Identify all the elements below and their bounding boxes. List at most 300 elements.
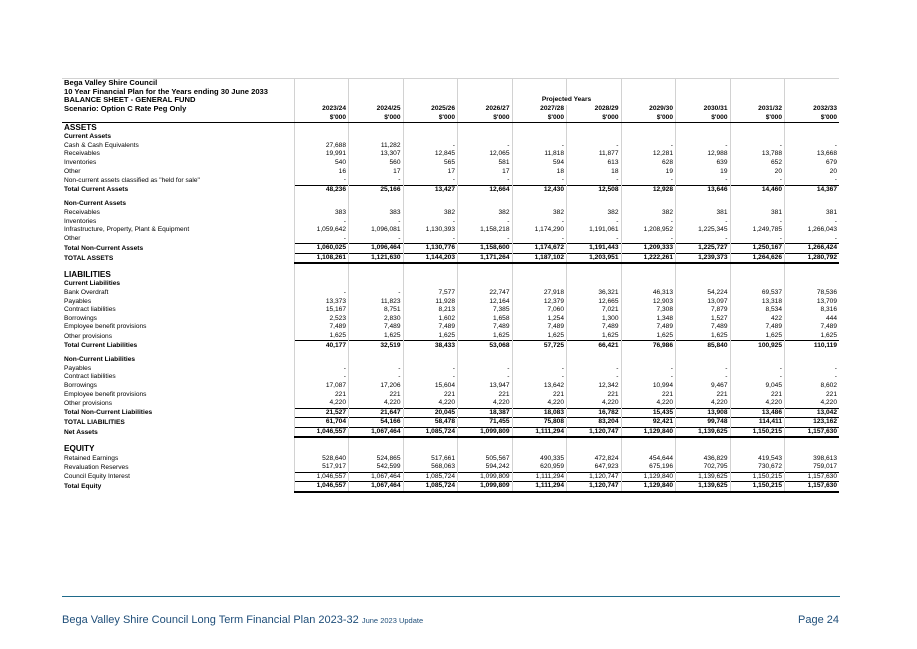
value-cell: - [512,235,567,244]
value-cell [349,444,404,454]
value-cell: 7,489 [820,323,837,331]
value-cell: 1,067,464 [349,482,404,492]
value-cell: 11,877 [567,150,622,159]
value-cell: 7,577 [403,289,458,298]
value-cell: - [294,373,349,382]
value-cell: 14,367 [785,185,840,194]
value-cell: - [512,176,567,185]
value-cell: 19,991 [294,150,349,159]
units-header: $'000 [730,113,785,122]
value-cell [349,122,404,133]
year-header: 2025/26 [403,105,458,114]
value-cell: 2,523 [294,315,349,324]
value-cell [567,270,622,280]
value-cell [512,270,567,280]
row-label: Total Current Assets [62,185,294,194]
row-label: Borrowings [62,315,294,324]
value-cell: - [621,373,676,382]
row-label: EQUITY [62,444,294,454]
year-header: 2031/32 [730,105,785,114]
year-header: 2027/28 [512,105,567,114]
value-cell: 4,220 [512,399,567,408]
value-cell: 730,672 [730,463,785,472]
subtotal-row [62,185,839,194]
row-label: Net Assets [62,427,294,437]
value-cell: - [458,373,513,382]
value-cell: 11,823 [349,297,404,306]
value-cell: 46,313 [621,289,676,298]
value-cell [730,200,785,209]
value-cell: 1,121,630 [349,253,404,263]
value-cell: 1,249,785 [730,226,785,235]
value-cell: 13,646 [676,185,731,194]
value-cell [294,122,349,133]
plan-title: 10 Year Financial Plan for the Years ending 30 June 2033 [62,88,294,97]
row-label: Total Non-Current Liabilities [62,408,294,418]
value-cell: 759,017 [813,463,837,471]
value-cell: 1,266,043 [807,226,837,234]
value-cell [621,444,676,454]
grand-total-row [62,427,839,437]
value-cell [458,270,513,280]
value-cell: 1,157,630 [785,427,840,437]
value-cell: 1,625 [403,332,458,341]
value-cell [458,200,513,209]
value-cell: 454,644 [621,454,676,463]
value-cell: 12,988 [676,150,731,159]
value-cell: 1,096,081 [349,226,404,235]
value-cell [785,122,840,133]
value-cell: 18 [567,167,622,176]
value-cell: 38,433 [403,341,458,350]
value-cell: 472,824 [567,454,622,463]
value-cell [730,356,785,365]
value-cell: 13,668 [816,150,837,158]
table-row [62,454,839,463]
table-row [62,235,839,244]
value-cell: 99,748 [676,418,731,428]
row-label: Council Equity Interest [62,472,294,482]
value-cell: 12,379 [512,297,567,306]
units-header: $'000 [349,113,404,122]
value-cell: - [512,142,567,151]
value-cell: 54,166 [349,418,404,428]
value-cell: 221 [567,390,622,399]
value-cell: - [621,217,676,226]
sheet-title: BALANCE SHEET - GENERAL FUND [62,96,294,105]
value-cell [621,200,676,209]
value-cell: - [834,234,837,242]
value-cell: 1,602 [403,315,458,324]
row-label: Other provisions [62,399,294,408]
row-label: LIABILITIES [62,270,294,280]
subsection-heading-row [62,280,839,289]
value-cell: 675,196 [621,463,676,472]
value-cell: 48,236 [294,185,349,194]
value-cell: 639 [676,159,731,168]
value-cell: 9,045 [730,382,785,391]
value-cell: 17,087 [294,382,349,391]
value-cell [621,356,676,365]
value-cell: 382 [621,209,676,218]
value-cell: 1,085,724 [403,427,458,437]
value-cell: 7,489 [567,323,622,332]
value-cell: 15,604 [403,382,458,391]
value-cell [512,122,567,133]
value-cell: 594 [512,159,567,168]
value-cell: 1,250,167 [730,244,785,254]
value-cell: 32,519 [349,341,404,350]
year-header: 2029/30 [621,105,676,114]
value-cell: 12,508 [567,185,622,194]
value-cell: 1,348 [621,315,676,324]
value-cell: 17 [349,167,404,176]
subtotal-row [62,244,839,254]
table-row [62,297,839,306]
value-cell [294,444,349,454]
value-cell: 92,421 [621,418,676,428]
value-cell: 1,120,747 [567,427,622,437]
value-cell: - [676,373,731,382]
value-cell [567,122,622,133]
value-cell: 1,129,840 [621,472,676,482]
value-cell: 1,208,952 [621,226,676,235]
value-cell: - [567,217,622,226]
value-cell [785,356,840,365]
value-cell: 7,489 [512,323,567,332]
value-cell: 8,213 [403,306,458,315]
value-cell [349,270,404,280]
row-label: Receivables [62,150,294,159]
value-cell [730,122,785,133]
value-cell: 1,157,630 [785,482,840,492]
value-cell: - [730,142,785,151]
value-cell: - [567,365,622,374]
value-cell: 9,467 [676,382,731,391]
value-cell [512,444,567,454]
value-cell: - [349,365,404,374]
value-cell: 13,788 [730,150,785,159]
row-label: Employee benefit provisions [62,390,294,399]
value-cell: 71,455 [458,418,513,428]
value-cell: 1,130,776 [403,244,458,254]
value-cell: 13,373 [294,297,349,306]
value-cell: - [294,217,349,226]
subtotal-row [62,418,839,428]
value-cell: 4,220 [621,399,676,408]
value-cell: - [676,365,731,374]
subtotal-row [62,472,839,482]
value-cell: 7,385 [458,306,513,315]
value-cell: 57,725 [512,341,567,350]
value-cell: 436,829 [676,454,731,463]
value-cell: - [349,176,404,185]
value-cell: 1,099,809 [458,482,513,492]
value-cell: 1,264,626 [730,253,785,263]
value-cell: 12,903 [621,297,676,306]
row-label: Receivables [62,209,294,218]
value-cell: 1,625 [820,332,837,340]
balance-sheet-table [62,78,839,493]
value-cell: 8,751 [349,306,404,315]
table-row [62,159,839,168]
value-cell: 1,239,373 [676,253,731,263]
table-row [62,463,839,472]
value-cell: 1,096,464 [349,244,404,254]
units-header: $'000 [785,113,840,122]
value-cell: 1,111,294 [512,482,567,492]
value-cell: 25,166 [349,185,404,194]
value-cell: 13,318 [730,297,785,306]
footer-plan-title: Bega Valley Shire Council Long Term Financial Plan 2023-32 [62,614,359,626]
value-cell: 1,144,203 [403,253,458,263]
value-cell: 398,613 [813,454,837,462]
row-label: Total Equity [62,482,294,492]
value-cell: 14,460 [730,185,785,194]
value-cell: 15,435 [621,408,676,418]
value-cell: 1,059,642 [294,226,349,235]
value-cell: 382 [512,209,567,218]
value-cell: 75,808 [512,418,567,428]
value-cell: 1,139,625 [676,472,731,482]
table-row [62,323,839,332]
value-cell: 17 [403,167,458,176]
value-cell: 1,527 [676,315,731,324]
value-cell [349,280,404,289]
value-cell: 54,224 [676,289,731,298]
value-cell: 21,647 [349,408,404,418]
value-cell: 8,316 [820,306,837,314]
section-heading-row [62,122,839,133]
value-cell: 1,625 [567,332,622,341]
value-cell: 1,158,600 [458,244,513,254]
row-label: Total Non-Current Assets [62,244,294,254]
year-header: 2030/31 [676,105,731,114]
value-cell: 83,204 [567,418,622,428]
row-label: Total Current Liabilities [62,341,294,350]
value-cell: 1,157,630 [785,472,840,482]
value-cell: - [512,365,567,374]
table-row [62,167,839,176]
value-cell: 1,625 [458,332,513,341]
value-cell: 20 [829,167,837,175]
value-cell: 13,908 [676,408,731,418]
table-row [62,176,839,185]
table-row [62,373,839,382]
value-cell [512,133,567,142]
value-cell: - [567,373,622,382]
row-label: TOTAL LIABILITIES [62,418,294,428]
row-label: Payables [62,297,294,306]
value-cell: 100,925 [730,341,785,350]
row-label: Other [62,167,294,176]
value-cell: 7,879 [676,306,731,315]
value-cell: 61,704 [294,418,349,428]
value-cell [621,122,676,133]
value-cell: 1,280,792 [785,253,840,263]
table-row [62,365,839,374]
value-cell: 19 [676,167,731,176]
value-cell [403,270,458,280]
value-cell: - [730,373,785,382]
grand-total-row [62,482,839,492]
value-cell: 517,661 [403,454,458,463]
header-row-units [62,113,839,122]
value-cell: 1,108,261 [294,253,349,263]
value-cell: 1,187,102 [512,253,567,263]
value-cell: 12,164 [458,297,513,306]
value-cell: - [349,289,404,298]
value-cell: 12,845 [403,150,458,159]
value-cell: 13,947 [458,382,513,391]
value-cell [567,356,622,365]
value-cell: 10,994 [621,382,676,391]
value-cell: 613 [567,159,622,168]
value-cell: 13,307 [349,150,404,159]
value-cell: 221 [349,390,404,399]
value-cell: - [349,373,404,382]
value-cell: 17,206 [349,382,404,391]
row-label: Other [62,235,294,244]
value-cell [403,122,458,133]
value-cell: 1,658 [458,315,513,324]
value-cell: - [676,235,731,244]
value-cell: 1,067,464 [349,472,404,482]
value-cell: 1,625 [730,332,785,341]
value-cell: 1,120,747 [567,472,622,482]
value-cell: 27,688 [294,142,349,151]
value-cell: 1,254 [512,315,567,324]
value-cell [349,133,404,142]
value-cell: 1,225,345 [676,226,731,235]
value-cell: 221 [294,390,349,399]
value-cell: 4,220 [676,399,731,408]
table-row [62,390,839,399]
value-cell: 1,129,840 [621,427,676,437]
value-cell: - [567,235,622,244]
value-cell: 7,021 [567,306,622,315]
value-cell: 13,427 [403,185,458,194]
value-cell: 505,567 [458,454,513,463]
value-cell: 1,046,557 [294,482,349,492]
row-label: Borrowings [62,382,294,391]
value-cell: - [403,235,458,244]
footer-update-date: June 2023 Update [361,616,424,625]
table-row [62,399,839,408]
value-cell: - [294,289,349,298]
value-cell [785,270,840,280]
value-cell: - [458,235,513,244]
value-cell: 15,167 [294,306,349,315]
value-cell [785,133,840,142]
value-cell: 381 [676,209,731,218]
value-cell: 1,046,557 [294,427,349,437]
row-label: Cash & Cash Equivalents [62,142,294,151]
value-cell: - [349,217,404,226]
row-label: Payables [62,365,294,374]
value-cell: - [730,217,785,226]
value-cell: 12,928 [621,185,676,194]
value-cell: 221 [730,390,785,399]
value-cell: 17 [458,167,513,176]
value-cell: 12,281 [621,150,676,159]
value-cell: - [512,373,567,382]
value-cell: 221 [512,390,567,399]
row-label: Infrastructure, Property, Plant & Equipment [62,226,294,235]
value-cell: 1,191,061 [567,226,622,235]
value-cell: 382 [567,209,622,218]
value-cell: 20 [730,167,785,176]
value-cell: 16,782 [567,408,622,418]
value-cell: 565 [403,159,458,168]
value-cell: 4,220 [730,399,785,408]
value-cell [785,280,840,289]
value-cell: 85,840 [676,341,731,350]
row-label: TOTAL ASSETS [62,253,294,263]
value-cell: 7,489 [676,323,731,332]
table-row [62,332,839,341]
table-row [62,217,839,226]
subtotal-row [62,341,839,350]
value-cell: 11,282 [349,142,404,151]
value-cell: 36,321 [567,289,622,298]
year-header: 2024/25 [349,105,404,114]
value-cell: 69,537 [730,289,785,298]
table-row [62,306,839,315]
value-cell: 594,242 [458,463,513,472]
value-cell: - [458,217,513,226]
table-row [62,315,839,324]
header-row-years [62,105,839,114]
value-cell: - [294,365,349,374]
row-label: Inventories [62,217,294,226]
value-cell: 1,203,951 [567,253,622,263]
value-cell [730,133,785,142]
value-cell: - [403,176,458,185]
value-cell: 1,209,333 [621,244,676,254]
value-cell: 221 [458,390,513,399]
value-cell [512,356,567,365]
value-cell: 1,222,261 [621,253,676,263]
value-cell [676,444,731,454]
value-cell: 4,220 [294,399,349,408]
row-label: Non-Current Liabilities [62,356,294,365]
value-cell: - [676,142,731,151]
value-cell: 652 [730,159,785,168]
value-cell: 1,266,424 [785,244,840,254]
row-label: Bank Overdraft [62,289,294,298]
value-cell: 422 [730,315,785,324]
value-cell [567,280,622,289]
value-cell: 647,923 [567,463,622,472]
value-cell: 1,099,809 [458,427,513,437]
value-cell: 581 [458,159,513,168]
subsection-heading-row [62,200,839,209]
value-cell: 1,139,625 [676,427,731,437]
value-cell: - [567,142,622,151]
value-cell: 78,536 [816,289,837,297]
value-cell: 702,795 [676,463,731,472]
year-header: 2026/27 [458,105,513,114]
value-cell: 382 [403,209,458,218]
spacer-row [62,263,839,270]
value-cell: 1,099,809 [458,472,513,482]
value-cell: 1,060,025 [294,244,349,254]
value-cell [567,200,622,209]
value-cell [512,200,567,209]
value-cell [294,133,349,142]
value-cell: 1,625 [621,332,676,341]
